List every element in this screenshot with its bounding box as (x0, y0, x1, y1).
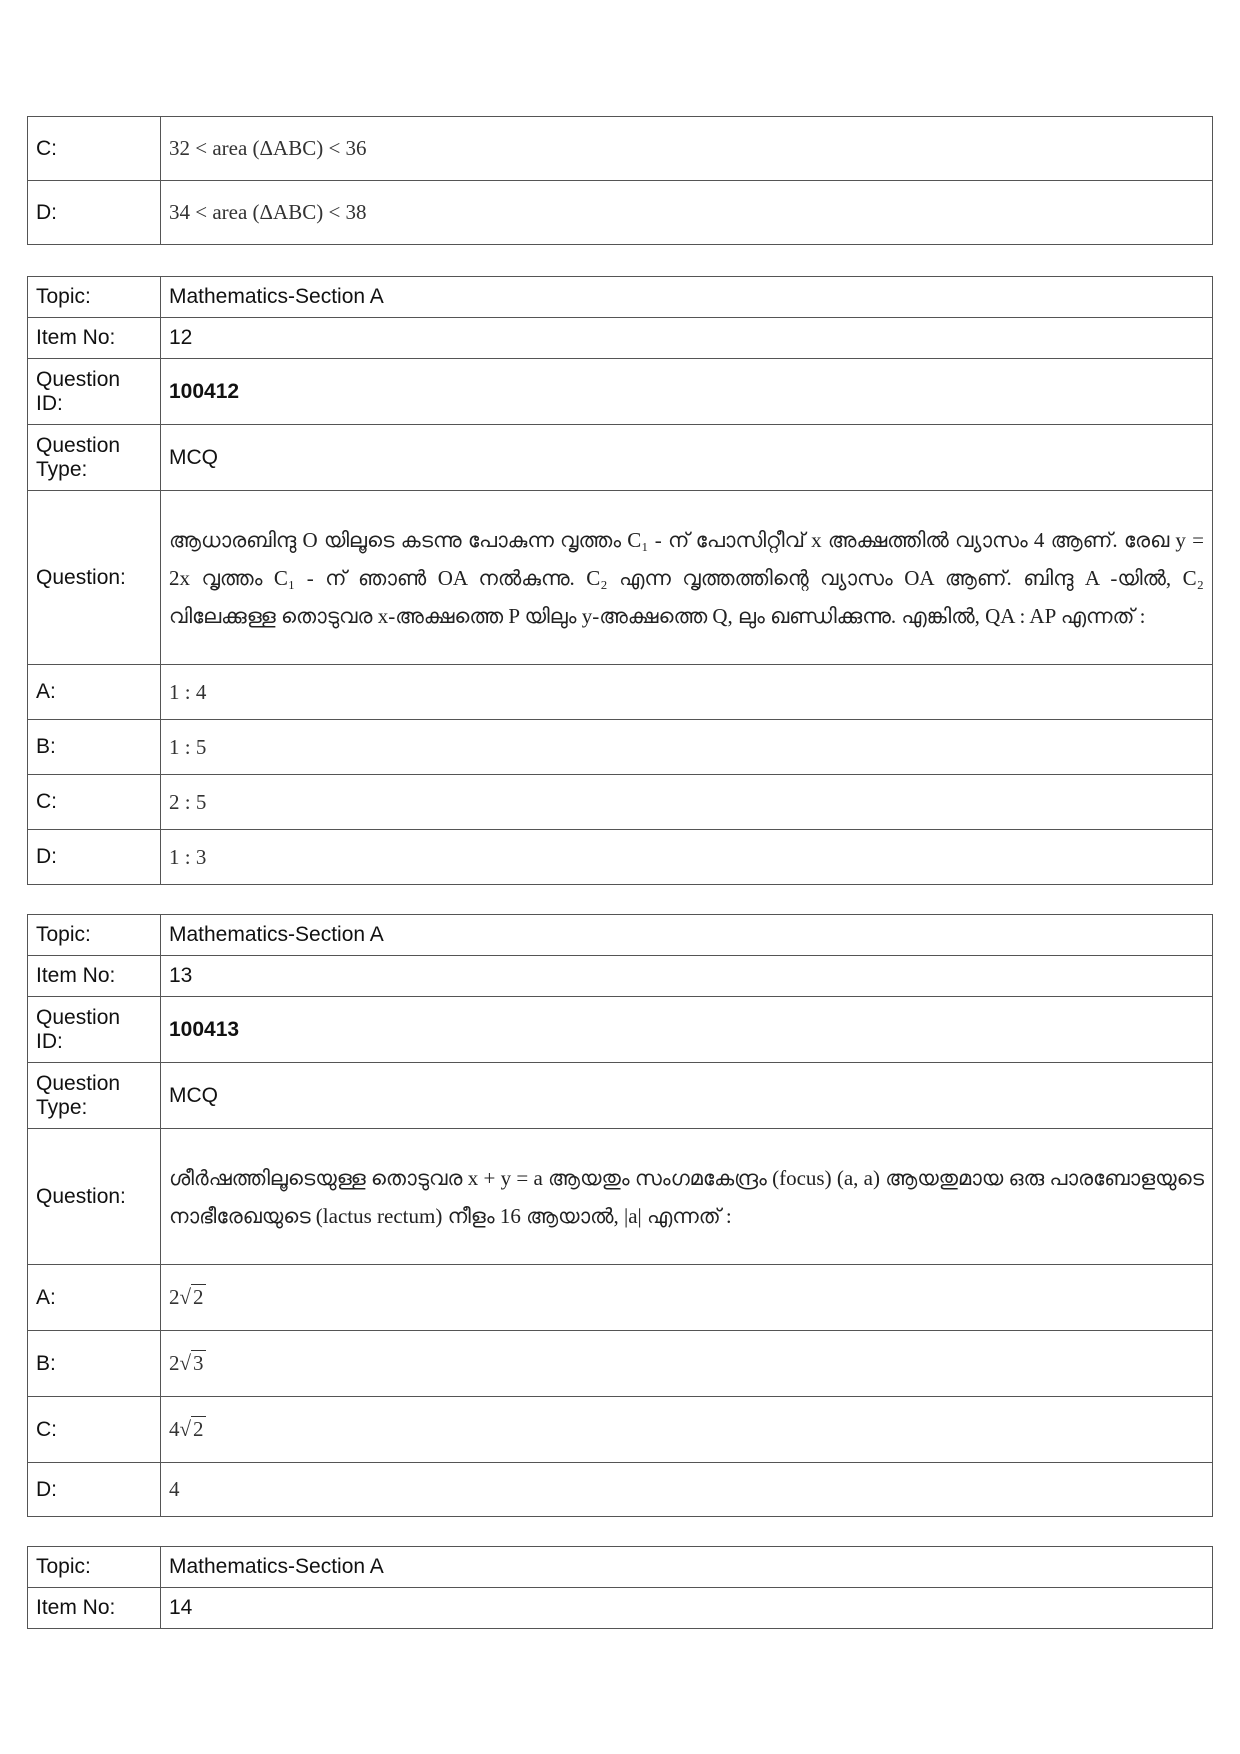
option-row-b (28, 720, 1213, 775)
option-label: A: (28, 1265, 161, 1331)
option-value: 1 : 3 (161, 830, 1213, 885)
question-type-row (28, 1063, 1213, 1129)
option-label: D: (28, 181, 161, 245)
option-value: 34 < area (ΔABC) < 38 (161, 181, 1213, 245)
topic-row (28, 1547, 1213, 1588)
question-id-label: Question ID: (28, 359, 161, 425)
question-type-label: Question Type: (28, 425, 161, 491)
question-table-13 (27, 914, 1213, 1517)
topic-label: Topic: (28, 1547, 161, 1588)
option-value: 32 < area (ΔABC) < 36 (161, 117, 1213, 181)
option-radicand: 3 (193, 1351, 204, 1375)
question-table-11-tail (27, 116, 1213, 245)
topic-value: Mathematics-Section A (161, 277, 1213, 318)
option-value (161, 1265, 1213, 1331)
topic-value: Mathematics-Section A (161, 915, 1213, 956)
item-no-value: 12 (161, 318, 1213, 359)
question-table-14 (27, 1546, 1213, 1629)
question-text: ആധാരബിന്ദു O യിലൂടെ കടന്നു പോകുന്ന വൃത്തം C₁ - ന് പോസിറ്റീവ് x അക്ഷത്തിൽ വ്യാസം 4 ആണ്. രേഖ y = 2x വൃത്തം C₁ - ന് ഞാൺ OA നൽകുന്നു. C₂ എന്ന വൃത്തത്തിന്റെ വ്യാസം OA ആണ്. ബിന്ദു A -യിൽ, C₂ വിലേക്കുള്ള തൊടുവര x-അക്ഷത്തെ P യിലും y-അക്ഷത്തെ Q, ലും ഖണ്ഡിക്കുന്നു. എങ്കിൽ, QA : AP എന്നത് : (161, 491, 1213, 665)
option-row-c (28, 1397, 1213, 1463)
item-no-row (28, 318, 1213, 359)
sqrt-symbol: √2 (179, 1285, 204, 1309)
question-type-label: Question Type: (28, 1063, 161, 1129)
option-coefficient: 2 (169, 1351, 180, 1375)
option-label: C: (28, 775, 161, 830)
question-id-row (28, 359, 1213, 425)
option-label: D: (28, 830, 161, 885)
option-value (161, 1331, 1213, 1397)
question-text: ശീർഷത്തിലൂടെയുള്ള തൊടുവര x + y = a ആയതും സംഗമകേന്ദ്രം (focus) (a, a) ആയതുമായ ഒരു പാരബോളയുടെ നാഭീരേഖയുടെ (lactus rectum) നീളം 16 ആയാൽ, |a| എന്നത് : (161, 1129, 1213, 1265)
question-id-value: 100413 (161, 997, 1213, 1063)
option-value: 4 (161, 1463, 1213, 1517)
item-no-label: Item No: (28, 956, 161, 997)
question-label: Question: (28, 491, 161, 665)
option-label: C: (28, 117, 161, 181)
item-no-value: 13 (161, 956, 1213, 997)
question-type-value: MCQ (161, 1063, 1213, 1129)
option-value: 1 : 4 (161, 665, 1213, 720)
topic-row (28, 277, 1213, 318)
option-row-c (28, 775, 1213, 830)
sqrt-symbol: √3 (179, 1351, 204, 1375)
option-row-a (28, 1265, 1213, 1331)
question-type-row (28, 425, 1213, 491)
option-row-d (28, 181, 1213, 245)
question-id-row (28, 997, 1213, 1063)
option-label: B: (28, 1331, 161, 1397)
item-no-row (28, 956, 1213, 997)
question-type-value: MCQ (161, 425, 1213, 491)
option-label: D: (28, 1463, 161, 1517)
option-coefficient: 4 (169, 1417, 180, 1441)
item-no-label: Item No: (28, 318, 161, 359)
item-no-row (28, 1588, 1213, 1629)
option-label: C: (28, 1397, 161, 1463)
option-value (161, 1397, 1213, 1463)
option-row-b (28, 1331, 1213, 1397)
question-table-12 (27, 276, 1213, 885)
option-radicand: 2 (193, 1285, 204, 1309)
question-id-value: 100412 (161, 359, 1213, 425)
option-row-d (28, 830, 1213, 885)
item-no-value: 14 (161, 1588, 1213, 1629)
question-row (28, 1129, 1213, 1265)
item-no-label: Item No: (28, 1588, 161, 1629)
sqrt-symbol: √2 (179, 1417, 204, 1441)
option-coefficient: 2 (169, 1285, 180, 1309)
option-label: A: (28, 665, 161, 720)
option-row-a (28, 665, 1213, 720)
option-row-c (28, 117, 1213, 181)
option-row-d (28, 1463, 1213, 1517)
topic-label: Topic: (28, 277, 161, 318)
question-id-label: Question ID: (28, 997, 161, 1063)
option-value: 1 : 5 (161, 720, 1213, 775)
topic-row (28, 915, 1213, 956)
option-radicand: 2 (193, 1417, 204, 1441)
topic-value: Mathematics-Section A (161, 1547, 1213, 1588)
question-label: Question: (28, 1129, 161, 1265)
question-row (28, 491, 1213, 665)
option-value: 2 : 5 (161, 775, 1213, 830)
topic-label: Topic: (28, 915, 161, 956)
option-label: B: (28, 720, 161, 775)
